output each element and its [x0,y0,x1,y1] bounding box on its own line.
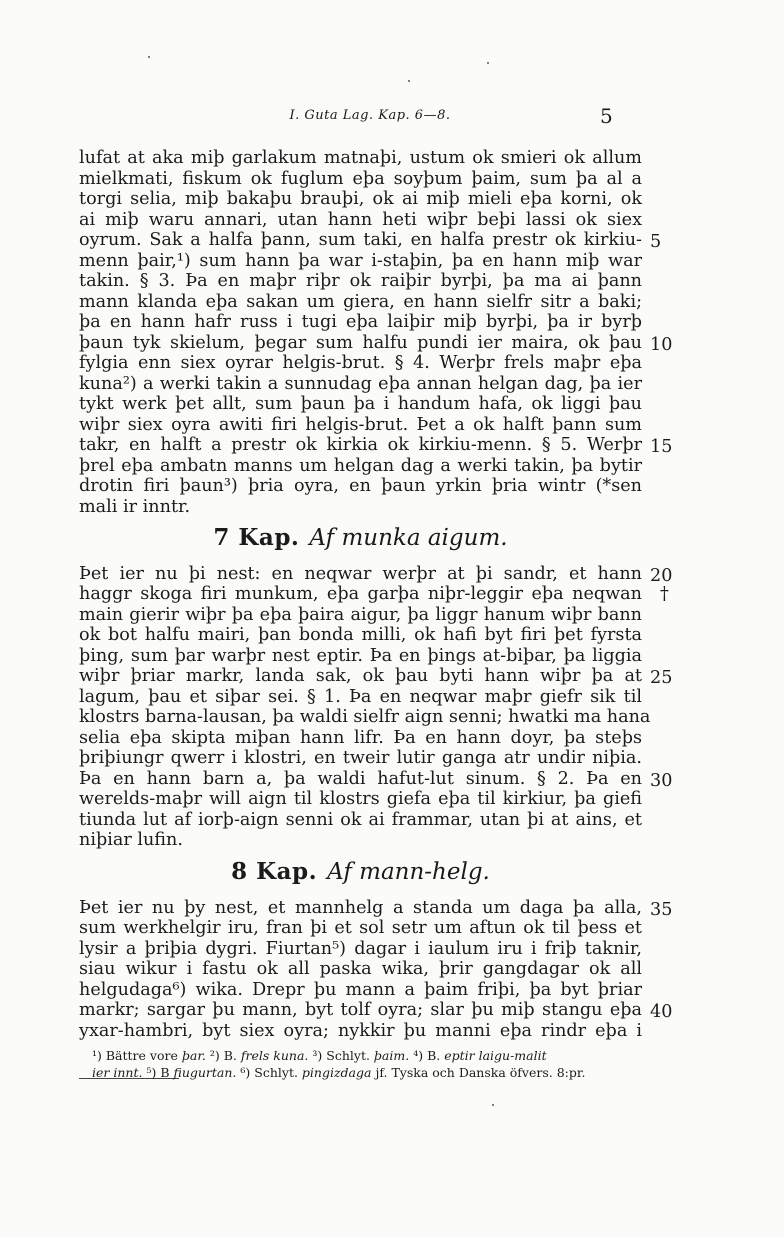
text-line: tykt werk þet allt, sum þaun þa i handum hafa, ok liggi þau [79,394,642,414]
chapter-number: 8 Kap. [231,858,318,885]
text-line: mielkmati, fiskum ok fuglum eþa soyþum þaim, sum þa al a [79,169,642,189]
text-line: klostrs barna-lausan, þa waldi sielfr aign senni; hwatki ma hana [79,707,651,727]
line-number: 20 [650,566,673,586]
footnote-line [92,1047,652,1064]
footnote-text: B. [427,1048,441,1063]
footnote-reading: ier innt. [92,1065,143,1080]
text-line: torgi selia, miþ bakaþu brauþi, ok ai miþ mieli eþa korni, ok [79,189,642,209]
footnote-text: Schlyt. [326,1048,370,1063]
line-number: 40 [650,1002,673,1022]
text-line: lufat at aka miþ garlakum matnaþi, ustum ok smieri ok allum [79,148,642,168]
print-speck [487,62,489,64]
text-line: wiþr siex oyra awiti firi helgis-brut. Þet a ok halft þann sum [79,415,642,435]
text-line: oyrum. Sak a halfa þann, sum taki, en halfa prestr ok kirkiu- [79,230,642,250]
text-line: takr, en halft a prestr ok kirkia ok kirkiu-menn. § 5. Werþr [79,435,642,455]
print-speck [492,1104,494,1106]
text-line: mann klanda eþa sakan um giera, en hann sielfr sitr a baki; [79,292,642,312]
text-line: markr; sargar þu mann, byt tolf oyra; slar þu miþ stangu eþa [79,1000,642,1020]
text-line: drotin firi þaun³) þria oyra, en þaun yrkin þria wintr (*sen [79,476,642,496]
text-line: niþiar lufin. [79,830,183,850]
text-line: þrel eþa ambatn manns um helgan dag a werki takin, þa bytir [79,456,642,476]
footnote-reading: þar. [181,1048,206,1063]
text-line: Þet ier nu þy nest, et mannhelg a standa um daga þa alla, [79,898,642,918]
text-line: þaun tyk skielum, þegar sum halfu pundi ier maira, ok þau [79,333,642,353]
footnote-reading: fiugurtan. [173,1065,237,1080]
text-line: ai miþ waru annari, utan hann heti wiþr beþi lassi ok siex [79,210,642,230]
text-line: mali ir inntr. [79,497,191,517]
text-line: main gierir wiþr þa eþa þaira aigur, þa liggr hanum wiþr bann [79,605,642,625]
footnote-text: B [160,1065,170,1080]
text-line: þing, sum þar warþr nest eptir. Þa en þings at-biþar, þa liggia [79,646,642,666]
footnote-text: Schlyt. [254,1065,298,1080]
text-line: lagum, þau et siþar sei. § 1. Þa en neqwar maþr giefr sik til [79,687,642,707]
text-line: þa en hann hafr russ i tugi eþa laiþir miþ byrþi, þa ir byrþ [79,312,642,332]
chapter-heading-7 [79,524,642,552]
footnote-mark: ²) [209,1048,220,1063]
footnote-line [92,1064,652,1081]
running-title: I. Guta Lag. Kap. 6—8. [289,108,451,123]
line-number: 30 [650,771,673,791]
footnote-mark: ⁴) [413,1048,424,1063]
text-line: helgudaga⁶) wika. Drepr þu mann a þaim friþi, þa byt þriar [79,980,642,1000]
text-line: selia eþa skipta miþan hann lifr. Þa en hann doyr, þa steþs [79,728,642,748]
footnote-text: Bättre vore [105,1048,178,1063]
text-line: ok bot halfu mairi, þan bonda milli, ok hafi byt firi þet fyrsta [79,625,642,645]
print-speck [148,56,150,58]
page-number: 5 [600,104,613,128]
footnote-reading: þaim. [373,1048,410,1063]
footnote-mark: ³) [312,1048,323,1063]
text-line: Þa en hann barn a, þa waldi hafut-lut sinum. § 2. Þa en [79,769,642,789]
text-line: siau wikur i fastu ok all paska wika, þrir gangdagar ok all [79,959,642,979]
line-number: 35 [650,900,673,920]
line-number: 5 [650,232,662,252]
margin-mark: † [660,584,669,604]
chapter-title: Af mann-helg. [327,859,490,885]
footnote-mark: ¹) [92,1048,102,1063]
text-line: Þet ier nu þi nest: en neqwar werþr at þi sandr, et hann [79,564,642,584]
text-line: werelds-maþr will aign til klostrs giefa eþa til kirkiur, þa giefi [79,789,642,809]
chapter-number: 7 Kap. [213,524,300,551]
text-line: yxar-hambri, byt siex oyra; nykkir þu manni eþa rindr eþa i [79,1021,642,1041]
line-number: 25 [650,668,673,688]
footnote-text: B. [223,1048,237,1063]
footnote-text: jf. Tyska och Danska öfvers. 8:pr. [375,1065,586,1080]
text-line: fylgia enn siex oyrar helgis-brut. § 4. Werþr frels maþr eþa [79,353,642,373]
footnote-reading: eptir laigu-malit [444,1048,547,1063]
line-number: 10 [650,335,673,355]
print-speck [408,80,410,82]
text-line: lysir a þriþia dygri. Fiurtan⁵) dagar i iaulum iru i friþ taknir, [79,939,642,959]
footnote-reading: frels kuna. [240,1048,309,1063]
text-line: haggr skoga firi munkum, eþa garþa niþr-leggir eþa neqwan [79,584,642,604]
footnote-mark: ⁶) [240,1065,251,1080]
text-line: wiþr þriar markr, landa sak, ok þau byti hann wiþr þa at [79,666,642,686]
footnote-reading: pingizdaga [301,1065,372,1080]
text-line: tiunda lut af iorþ-aign senni ok ai frammar, utan þi at ains, et [79,810,642,830]
chapter-title: Af munka aigum. [309,525,508,551]
text-line: sum werkhelgir iru, fran þi et sol setr um aftun ok til þess et [79,918,642,938]
chapter-heading-8 [79,858,642,886]
text-line: takin. § 3. Þa en maþr riþr ok raiþir byrþi, þa ma ai þann [79,271,642,291]
text-line: menn þair,¹) sum hann þa war i-staþin, þa en hann miþ war [79,251,642,271]
footnote-mark: ⁵) [146,1065,157,1080]
line-number: 15 [650,437,673,457]
text-line: kuna²) a werki takin a sunnudag eþa annan helgan dag, þa ier [79,374,642,394]
text-line: þriþiungr qwerr i klostri, en tweir lutir ganga atr undir niþia. [79,748,642,768]
